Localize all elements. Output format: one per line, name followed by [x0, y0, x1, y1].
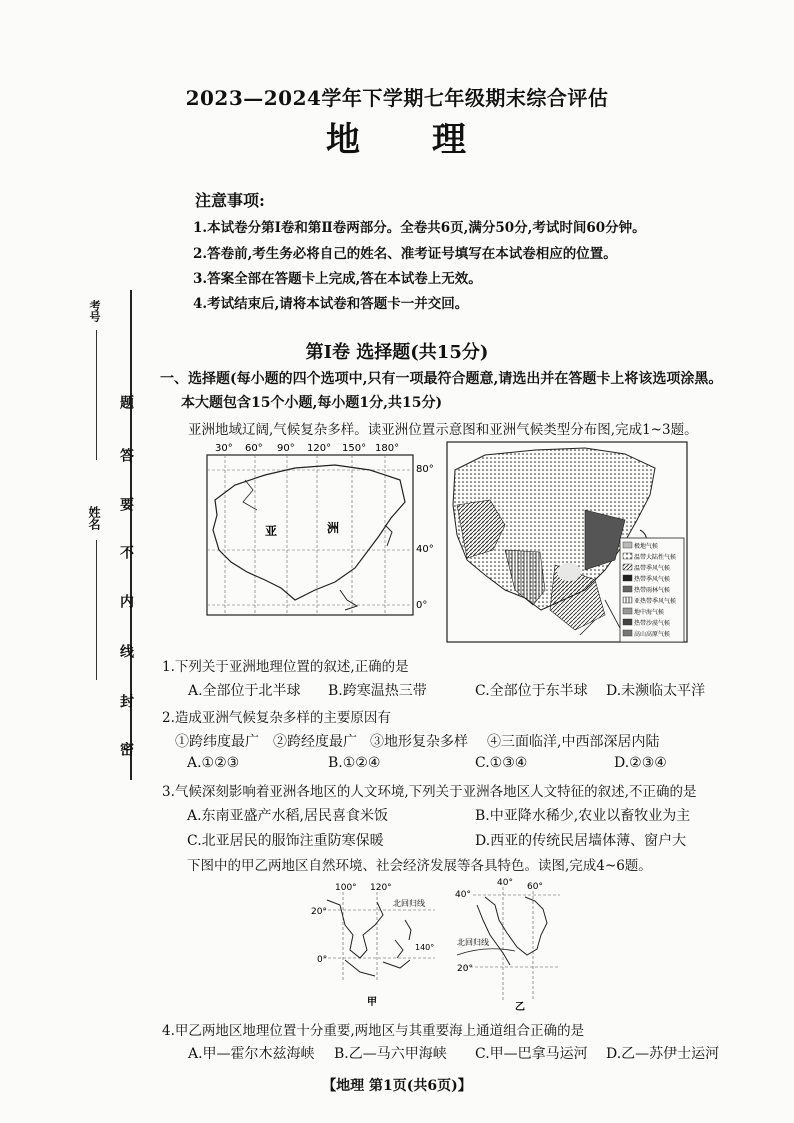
q2-choice: ①跨纬度最广 — [175, 734, 259, 750]
q2-option-c: C.①③④ — [475, 755, 528, 771]
notice-item: 4.考试结束后,请将本试卷和答题卡一并交回。 — [193, 296, 469, 312]
xingming-blank — [96, 540, 97, 680]
q3-option-b: B.中亚降水稀少,农业以畜牧业为主 — [475, 808, 691, 824]
seal-char: 线 — [118, 644, 134, 658]
notice-item: 2.答卷前,考生务必将自己的姓名、准考证号填写在本试卷相应的位置。 — [193, 246, 617, 262]
xingming-label: 姓名 — [87, 506, 101, 530]
map-label: 洲 — [327, 521, 340, 535]
q2-option-d: D.②③④ — [614, 755, 667, 771]
kaohao-label: 考号 — [88, 300, 101, 322]
seal-char: 答 — [118, 448, 134, 462]
intro-text-2: 下图中的甲乙两地区自然环境、社会经济发展等各具特色。读图,完成4~6题。 — [187, 858, 652, 874]
subject-char-2: 理 — [432, 120, 468, 160]
q4-option-d: D.乙—苏伊士运河 — [606, 1046, 720, 1062]
map-name: 甲 — [367, 997, 377, 1008]
asia-position-map — [195, 440, 435, 620]
lat-label: 40° — [455, 890, 471, 900]
q3-option-d: D.西亚的传统民居墙体薄、窗户大 — [475, 833, 687, 849]
legend-label: 温带季风气候 — [634, 565, 671, 572]
notice-item: 3.答案全部在答题卡上完成,答在本试卷上无效。 — [193, 271, 482, 287]
lat-label: 20° — [311, 907, 327, 917]
q2-option-a: A.①②③ — [187, 755, 240, 771]
lon-label: 150° — [342, 443, 367, 454]
lat-label: 0° — [416, 600, 428, 611]
q2-option-b: B.①②④ — [328, 755, 381, 771]
section-title: 第Ⅰ卷 选择题(共15分) — [305, 342, 489, 363]
lat-label: 20° — [457, 964, 473, 974]
legend-label: 亚热带季风气候 — [634, 598, 677, 605]
lat-label: 40° — [416, 544, 434, 555]
q3-option-a: A.东南亚盛产水稻,居民喜食米饭 — [187, 808, 389, 824]
legend-label: 温带大陆性气候 — [634, 554, 677, 561]
seal-char: 要 — [118, 497, 134, 511]
lat-label: 80° — [416, 464, 434, 475]
map-name: 乙 — [515, 1002, 525, 1013]
q1-option-b: B.跨寒温热三带 — [328, 683, 427, 699]
lon-label: 180° — [375, 443, 400, 454]
instruction-line-1: 一、选择题(每小题的四个选项中,只有一项最符合题意,请选出并在答题卡上将该选项涂黑。 — [160, 371, 723, 387]
seal-char: 不 — [118, 545, 134, 559]
subject-title — [0, 112, 794, 161]
seal-char: 封 — [118, 694, 134, 708]
map-label: 亚 — [265, 524, 278, 538]
question-2-stem: 2.造成亚洲气候复杂多样的主要原因有 — [162, 710, 391, 726]
lon-label: 60° — [527, 882, 543, 892]
q1-option-d: D.未濒临太平洋 — [606, 683, 706, 699]
yi-region-map — [455, 875, 565, 1015]
tropic-label: 北回归线 — [393, 899, 425, 908]
q1-option-a: A.全部位于北半球 — [188, 683, 301, 699]
q4-option-c: C.甲—巴拿马运河 — [475, 1046, 588, 1062]
notice-heading: 注意事项: — [195, 191, 265, 210]
lon-label: 90° — [277, 443, 295, 454]
intro-text: 亚洲地域辽阔,气候复杂多样。读亚洲位置示意图和亚洲气候类型分布图,完成1~3题。 — [188, 422, 698, 438]
q1-option-c: C.全部位于东半球 — [475, 683, 588, 699]
legend-label: 热带雨林气候 — [634, 587, 671, 594]
seal-char: 内 — [118, 594, 134, 608]
q2-choice: ③地形复杂多样 — [370, 734, 468, 750]
seal-char: 题 — [118, 395, 134, 409]
q4-option-b: B.乙—马六甲海峡 — [334, 1046, 447, 1062]
question-1-stem: 1.下列关于亚洲地理位置的叙述,正确的是 — [162, 659, 409, 675]
subject-char-1: 地 — [326, 120, 362, 160]
instruction-line-2: 本大题包含15个小题,每小题1分,共15分) — [181, 395, 443, 411]
question-4-stem: 4.甲乙两地区地理位置十分重要,两地区与其重要海上通道组合正确的是 — [162, 1023, 585, 1039]
q2-choice: ②跨经度最广 — [273, 734, 357, 750]
q3-option-c: C.北亚居民的服饰注重防寒保暖 — [187, 833, 384, 849]
legend-label: 热带季风气候 — [634, 576, 671, 583]
lon-label: 120° — [370, 883, 392, 893]
page-footer: 【地理 第1页(共6页)】 — [322, 1078, 472, 1094]
exam-title: 2023—2024学年下学期七年级期末综合评估 — [185, 86, 609, 110]
lon-label: 40° — [497, 878, 513, 888]
question-3-stem: 3.气候深刻影响着亚洲各地区的人文环境,下列关于亚洲各地区人文特征的叙述,不正确的是 — [162, 784, 697, 800]
q2-choice: ④三面临洋,中西部深居内陆 — [487, 734, 660, 750]
q4-option-a: A.甲—霍尔木兹海峡 — [188, 1046, 315, 1062]
notice-item: 1.本试卷分第Ⅰ卷和第Ⅱ卷两部分。全卷共6页,满分50分,考试时间60分钟。 — [193, 220, 646, 236]
lon-label: 60° — [245, 443, 263, 454]
legend-label: 高山高原气候 — [634, 631, 671, 638]
legend-label: 热带沙漠气候 — [634, 620, 671, 627]
legend-label: 极地气候 — [634, 543, 659, 550]
legend-label: 地中海气候 — [634, 609, 665, 616]
jia-region-map — [305, 880, 445, 1010]
seal-char: 密 — [118, 742, 134, 756]
lon-label: 140° — [415, 943, 435, 952]
lon-label: 30° — [215, 443, 233, 454]
lon-label: 100° — [335, 883, 357, 893]
asia-climate-map — [445, 440, 690, 645]
lon-label: 120° — [307, 443, 332, 454]
tropic-label: 北回归线 — [457, 938, 489, 947]
lat-label: 0° — [317, 955, 328, 965]
